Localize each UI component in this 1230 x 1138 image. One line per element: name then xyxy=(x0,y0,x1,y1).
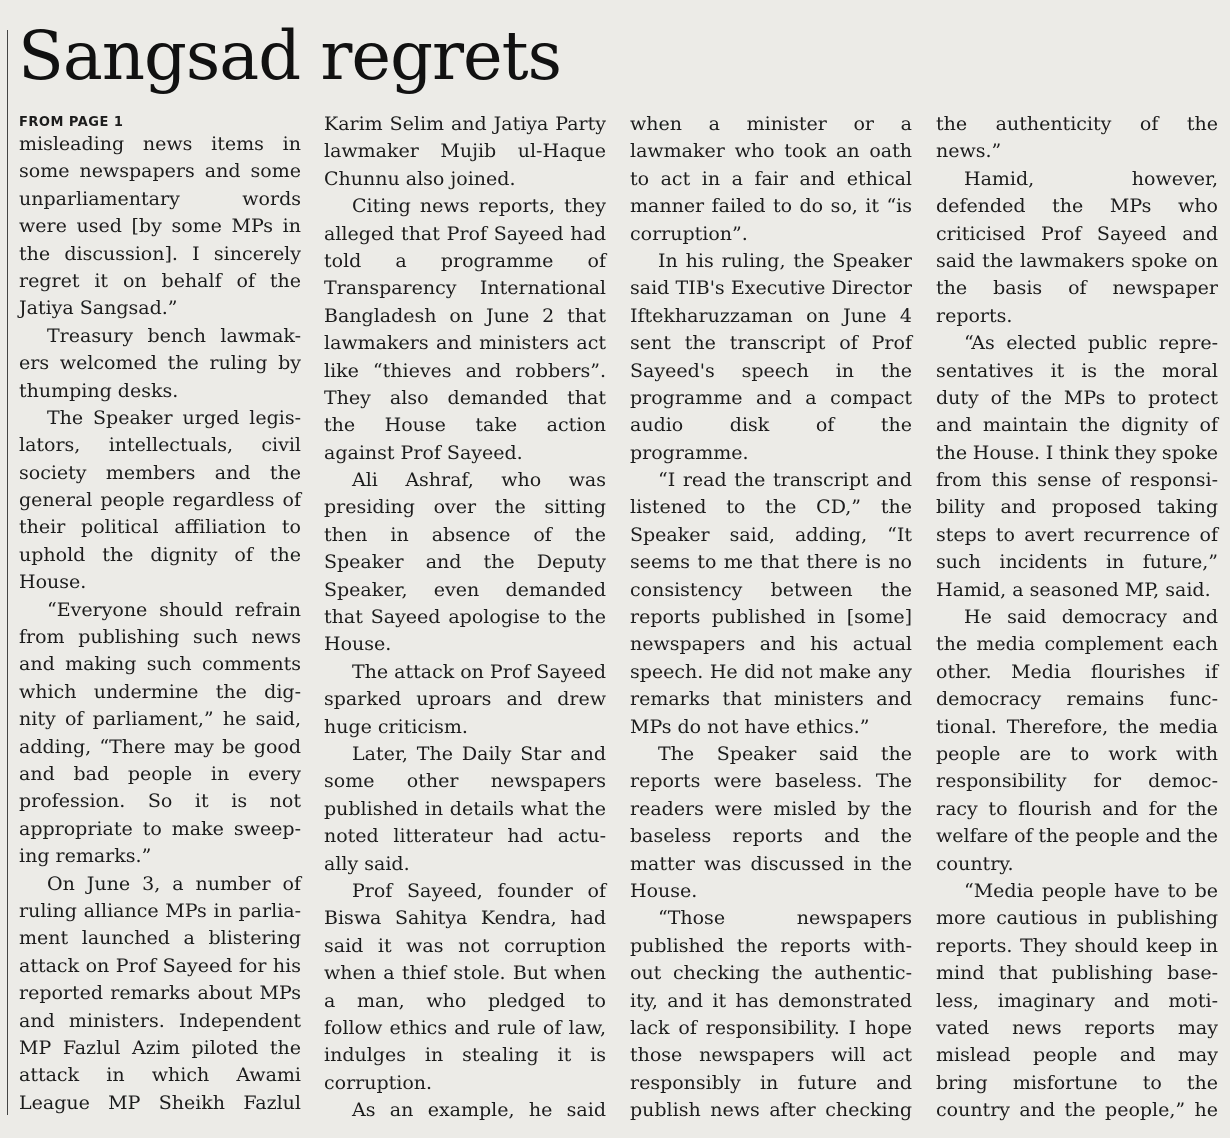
article-column-1 xyxy=(19,131,301,1117)
article-line: country and the people,” he xyxy=(936,1099,1218,1122)
article-line: lack of responsibility. I hope xyxy=(630,1016,912,1039)
article-line: nity of parliament,” he said, xyxy=(19,708,301,731)
article-line: democracy remains func- xyxy=(936,688,1218,711)
article-line: reports were baseless. The xyxy=(630,770,912,793)
article-line: huge criticism. xyxy=(324,715,468,738)
article-line: corruption”. xyxy=(630,222,748,245)
article-line: and maintain the dignity of xyxy=(936,414,1218,437)
article-line: more cautious in publishing xyxy=(936,907,1218,930)
article-line: In his ruling, the Speaker xyxy=(658,249,912,272)
article-line: ally said. xyxy=(324,852,410,875)
article-line: reports. xyxy=(936,304,1013,327)
article-line: told a programme of xyxy=(324,249,606,272)
article-line: The attack on Prof Sayeed xyxy=(352,660,606,683)
article-line: lators, intellectuals, civil xyxy=(19,434,301,457)
article-line: “Media people have to be xyxy=(964,879,1218,902)
article-line: some other newspapers xyxy=(324,770,606,793)
article-line: the basis of newspaper xyxy=(936,277,1218,300)
article-line: presiding over the sitting xyxy=(324,496,606,519)
article-line: noted litterateur had actu- xyxy=(324,825,606,848)
article-line: ment launched a blistering xyxy=(19,927,301,950)
article-line: publish news after checking xyxy=(630,1099,912,1122)
article-line: people are to work with xyxy=(936,742,1218,765)
article-line: lawmaker who took an oath xyxy=(630,140,912,163)
article-column-2 xyxy=(324,111,606,1124)
article-line: bring misfortune to the xyxy=(936,1071,1218,1094)
article-line: Citing news reports, they xyxy=(352,195,606,218)
article-line: attack in which Awami xyxy=(19,1064,301,1087)
article-line: alleged that Prof Sayeed had xyxy=(324,222,606,245)
article-line: Hamid, however, xyxy=(964,167,1218,190)
article-line: attack on Prof Sayeed for his xyxy=(19,954,301,977)
article-line: The Speaker said the xyxy=(658,742,912,765)
article-line: matter was discussed in the xyxy=(630,852,912,875)
article-line: lawmaker Mujib ul-Haque xyxy=(324,140,606,163)
article-line: manner failed to do so, it “is xyxy=(630,195,912,218)
article-line: appropriate to make sweep- xyxy=(19,817,301,840)
article-line: duty of the MPs to protect xyxy=(936,386,1218,409)
article-line: Speaker, even demanded xyxy=(324,578,606,601)
article-line: “Everyone should refrain xyxy=(47,598,301,621)
article-line: and bad people in every xyxy=(19,762,301,785)
article-line: welfare of the people and the xyxy=(936,825,1218,848)
article-line: sparked uproars and drew xyxy=(324,688,606,711)
article-line: reports published in [some] xyxy=(630,606,912,629)
article-column-4 xyxy=(936,111,1218,1124)
article-line: They also demanded that xyxy=(324,386,606,409)
column-rule xyxy=(7,30,8,1115)
article-line: steps to avert recurrence of xyxy=(936,523,1218,546)
article-line: House. xyxy=(630,879,698,902)
article-line: sentatives it is the moral xyxy=(936,359,1218,382)
article-line: were used [by some MPs in xyxy=(19,215,301,238)
article-line: Ali Ashraf, who was xyxy=(352,469,606,492)
article-line: those newspapers will act xyxy=(630,1044,912,1067)
article-line: published in details what the xyxy=(324,797,606,820)
article-line: “Those newspapers xyxy=(658,907,912,930)
article-line: responsibly in future and xyxy=(630,1071,912,1094)
article-line: bility and proposed taking xyxy=(936,496,1218,519)
article-line: when a thief stole. But when xyxy=(324,962,606,985)
article-line: the authenticity of the xyxy=(936,113,1218,135)
article-line: responsibility for democ- xyxy=(936,770,1218,793)
article-line: As an example, he said xyxy=(352,1099,606,1122)
article-line: ruling alliance MPs in parlia- xyxy=(19,899,301,922)
article-line: On June 3, a number of xyxy=(47,872,301,895)
article-line: The Speaker urged legis- xyxy=(47,406,301,429)
article-line: the House. I think they spoke xyxy=(936,441,1218,464)
article-line: Sayeed's speech in the xyxy=(630,359,912,382)
article-line: Iftekharuzzaman on June 4 xyxy=(630,304,912,327)
article-line: from publishing such news xyxy=(19,626,301,649)
article-line: Jatiya Sangsad.” xyxy=(19,297,178,320)
article-line: MPs do not have ethics.” xyxy=(630,715,870,738)
article-line: said TIB's Executive Director xyxy=(630,277,912,300)
article-line: said the lawmakers spoke on xyxy=(936,249,1218,272)
article-line: the media complement each xyxy=(936,633,1218,656)
article-line: from this sense of responsi- xyxy=(936,469,1218,492)
article-line: misleading news items in xyxy=(19,133,301,155)
article-line: criticised Prof Sayeed and xyxy=(936,222,1218,245)
article-line: vated news reports may xyxy=(936,1016,1218,1039)
article-line: tional. Therefore, the media xyxy=(936,715,1218,738)
article-line: readers were misled by the xyxy=(630,797,912,820)
headline: Sangsad regrets xyxy=(18,17,561,95)
article-line: country. xyxy=(936,852,1014,875)
article-line: indulges in stealing it is xyxy=(324,1044,606,1067)
article-line: Transparency International xyxy=(324,277,606,300)
article-line: a man, who pledged to xyxy=(324,989,606,1012)
article-line: society members and the xyxy=(19,461,301,484)
article-line: audio disk of the xyxy=(630,414,912,437)
article-line: Later, The Daily Star and xyxy=(352,742,606,765)
article-line: defended the MPs who xyxy=(936,195,1218,218)
article-line: sent the transcript of Prof xyxy=(630,332,912,355)
article-line: “I read the transcript and xyxy=(658,469,912,492)
article-line: Hamid, a seasoned MP, said. xyxy=(936,578,1211,601)
from-page-label: FROM PAGE 1 xyxy=(19,115,124,130)
article-line: reports. They should keep in xyxy=(936,934,1218,957)
article-line: uphold the dignity of the xyxy=(19,543,301,566)
article-line: ity, and it has demonstrated xyxy=(630,989,912,1012)
article-line: which undermine the dig- xyxy=(19,680,301,703)
article-line: House. xyxy=(19,571,87,594)
article-line: newspapers and his actual xyxy=(630,633,912,656)
article-line: racy to flourish and for the xyxy=(936,797,1218,820)
article-line: some newspapers and some xyxy=(19,160,301,183)
article-line: regret it on behalf of the xyxy=(19,269,301,292)
article-line: “As elected public repre- xyxy=(964,332,1218,355)
article-line: news.” xyxy=(936,140,1002,163)
article-line: adding, “There may be good xyxy=(19,735,301,758)
article-line: corruption. xyxy=(324,1071,433,1094)
article-line: thumping desks. xyxy=(19,379,179,402)
article-line: and making such comments xyxy=(19,653,301,676)
article-line: Bangladesh on June 2 that xyxy=(324,304,606,327)
article-line: mislead people and may xyxy=(936,1044,1218,1067)
article-line: against Prof Sayeed. xyxy=(324,441,523,464)
article-line: said it was not corruption xyxy=(324,934,606,957)
article-line: ers welcomed the ruling by xyxy=(19,352,301,375)
article-line: speech. He did not make any xyxy=(630,660,912,683)
article-line: less, imaginary and moti- xyxy=(936,989,1218,1012)
article-line: their political affiliation to xyxy=(19,516,301,539)
article-line: that Sayeed apologise to the xyxy=(324,606,606,629)
article-line: House. xyxy=(324,633,392,656)
article-line: remarks that ministers and xyxy=(630,688,912,711)
article-line: the House take action xyxy=(324,414,606,437)
article-line: like “thieves and robbers”. xyxy=(324,359,606,382)
article-line: listened to the CD,” the xyxy=(630,496,912,519)
article-line: seems to me that there is no xyxy=(630,551,912,574)
article-line: Biswa Sahitya Kendra, had xyxy=(324,907,606,930)
article-line: profession. So it is not xyxy=(19,790,301,813)
article-line: when a minister or a xyxy=(630,113,912,135)
article-line: He said democracy and xyxy=(964,606,1218,629)
article-line: follow ethics and rule of law, xyxy=(324,1016,606,1039)
article-line: general people regardless of xyxy=(19,489,301,512)
article-line: out checking the authentic- xyxy=(630,962,912,985)
article-line: to act in a fair and ethical xyxy=(630,167,912,190)
article-line: programme and a compact xyxy=(630,386,912,409)
article-line: baseless reports and the xyxy=(630,825,912,848)
article-line: consistency between the xyxy=(630,578,912,601)
article-line: League MP Sheikh Fazlul xyxy=(19,1091,301,1114)
article-column-3 xyxy=(630,111,912,1124)
article-line: Karim Selim and Jatiya Party xyxy=(324,113,606,135)
article-line: Treasury bench lawmak- xyxy=(47,324,301,347)
article-line: unparliamentary words xyxy=(19,187,301,210)
article-line: Chunnu also joined. xyxy=(324,167,516,190)
article-line: lawmakers and ministers act xyxy=(324,332,606,355)
article-line: such incidents in future,” xyxy=(936,551,1218,574)
article-line: then in absence of the xyxy=(324,523,606,546)
article-line: the discussion]. I sincerely xyxy=(19,242,301,265)
article-line: ing remarks.” xyxy=(19,845,152,868)
article-line: reported remarks about MPs xyxy=(19,982,301,1005)
article-line: programme. xyxy=(630,441,749,464)
article-line: Speaker said, adding, “It xyxy=(630,523,912,546)
article-line: Prof Sayeed, founder of xyxy=(352,879,606,902)
article-line: published the reports with- xyxy=(630,934,912,957)
article-line: Speaker and the Deputy xyxy=(324,551,606,574)
article-line: mind that publishing base- xyxy=(936,962,1218,985)
article-line: other. Media flourishes if xyxy=(936,660,1218,683)
article-line: MP Fazlul Azim piloted the xyxy=(19,1036,301,1059)
article-line: and ministers. Independent xyxy=(19,1009,301,1032)
